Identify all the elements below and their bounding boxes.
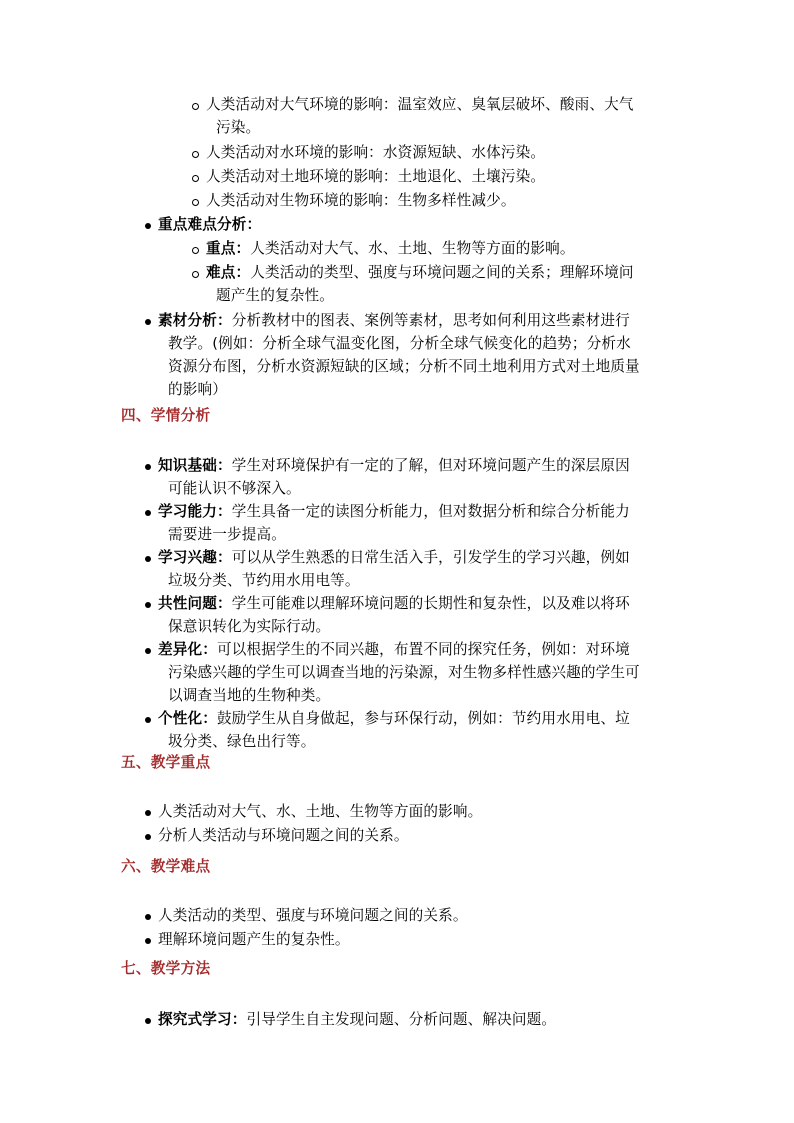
item-continued: 污染感兴趣的学生可以调查当地的污染源，对生物多样性感兴趣的学生可 <box>168 664 640 681</box>
item-continued: 保意识转化为实际行动。 <box>168 618 331 635</box>
item-continued: 以调查当地的生物种类。 <box>168 687 331 704</box>
disc-bullet-icon <box>145 556 151 562</box>
item-label: 差异化： <box>158 641 217 658</box>
circle-bullet-icon <box>192 175 199 182</box>
disc-bullet-icon <box>145 319 151 325</box>
item-label: 学习兴趣： <box>158 549 232 566</box>
material-analysis-continued: 资源分布图，分析水资源短缺的区域；分析不同土地利用方式对土地质量 <box>168 358 640 375</box>
difficulty-item: 人类活动的类型、强度与环境问题之间的关系。 <box>158 907 468 924</box>
material-analysis-label: 素材分析： <box>158 312 232 329</box>
section-heading-learner-analysis: 四、学情分析 <box>121 407 211 424</box>
disc-bullet-icon <box>145 834 151 840</box>
item-label: 知识基础： <box>158 457 232 474</box>
section-heading-teaching-focus: 五、教学重点 <box>121 754 211 771</box>
list-item: 人类活动对水环境的影响：水资源短缺、水体污染。 <box>206 144 546 161</box>
disc-bullet-icon <box>145 510 151 516</box>
section-heading-teaching-methods: 七、教学方法 <box>121 960 211 977</box>
circle-bullet-icon <box>192 199 199 206</box>
circle-bullet-icon <box>192 151 199 158</box>
difficult-point-continued: 题产生的复杂性。 <box>216 287 334 304</box>
item-label: 探究式学习： <box>158 1011 247 1028</box>
material-analysis-continued: 的影响） <box>168 381 227 398</box>
disc-bullet-icon <box>145 914 151 920</box>
focus-item: 人类活动对大气、水、土地、生物等方面的影响。 <box>158 803 483 820</box>
learner-item-common-issues <box>158 593 630 615</box>
key-point-text: 人类活动对大气、水、土地、生物等方面的影响。 <box>250 240 575 257</box>
learner-item-knowledge <box>158 455 630 477</box>
item-continued: 可能认识不够深入。 <box>168 480 301 497</box>
key-point-label: 重点： <box>206 240 251 257</box>
difficult-point-item <box>206 262 634 284</box>
section-heading-teaching-difficulties: 六、教学难点 <box>121 858 211 875</box>
disc-bullet-icon <box>145 648 151 654</box>
item-text: 鼓励学生从自身做起，参与环保行动，例如：节约用水用电、垃 <box>216 710 630 727</box>
learner-item-interest <box>158 547 630 569</box>
item-label: 学习能力： <box>158 503 232 520</box>
material-analysis-continued: 教学。(例如：分析全球气温变化图，分析全球气候变化的趋势；分析水 <box>168 335 631 352</box>
item-continued: 圾分类、绿色出行等。 <box>168 733 316 750</box>
list-item-continued: 污染。 <box>216 119 261 136</box>
item-text: 可以从学生熟悉的日常生活入手，引发学生的学习兴趣，例如 <box>231 549 630 566</box>
list-item: 人类活动对土地环境的影响：土地退化、土壤污染。 <box>206 168 546 185</box>
learner-item-ability <box>158 501 630 523</box>
list-item: 人类活动对生物环境的影响：生物多样性减少。 <box>206 192 516 209</box>
method-item-inquiry <box>158 1009 556 1031</box>
material-analysis-text: 分析教材中的图表、案例等素材，思考如何利用这些素材进行 <box>231 312 630 329</box>
difficult-point-label: 难点： <box>206 264 251 281</box>
item-text: 学生对环境保护有一定的了解，但对环境问题产生的深层原因 <box>231 457 630 474</box>
learner-item-personalization <box>158 708 630 730</box>
disc-bullet-icon <box>145 223 151 229</box>
material-analysis-item <box>158 310 630 332</box>
item-label: 个性化： <box>158 710 217 727</box>
item-continued: 需要进一步提高。 <box>168 526 286 543</box>
item-label: 共性问题： <box>158 595 232 612</box>
item-text: 学生可能难以理解环境问题的长期性和复杂性，以及难以将环 <box>231 595 630 612</box>
key-point-item <box>206 238 575 260</box>
key-difficult-label: 重点难点分析： <box>158 216 262 233</box>
difficult-point-text: 人类活动的类型、强度与环境问题之间的关系；理解环境问 <box>250 264 634 281</box>
list-item: 人类活动对大气环境的影响：温室效应、臭氧层破坏、酸雨、大气 <box>206 96 634 113</box>
circle-bullet-icon <box>192 271 199 278</box>
circle-bullet-icon <box>192 247 199 254</box>
disc-bullet-icon <box>145 717 151 723</box>
item-text: 可以根据学生的不同兴趣，布置不同的探究任务，例如：对环境 <box>216 641 630 658</box>
item-continued: 垃圾分类、节约用水用电等。 <box>168 572 360 589</box>
item-text: 引导学生自主发现问题、分析问题、解决问题。 <box>246 1011 557 1028</box>
learner-item-differentiation <box>158 639 630 661</box>
circle-bullet-icon <box>192 103 199 110</box>
disc-bullet-icon <box>145 464 151 470</box>
disc-bullet-icon <box>145 938 151 944</box>
disc-bullet-icon <box>145 602 151 608</box>
difficulty-item: 理解环境问题产生的复杂性。 <box>158 931 350 948</box>
item-text: 学生具备一定的读图分析能力，但对数据分析和综合分析能力 <box>231 503 630 520</box>
focus-item: 分析人类活动与环境问题之间的关系。 <box>158 827 409 844</box>
disc-bullet-icon <box>145 810 151 816</box>
disc-bullet-icon <box>145 1018 151 1024</box>
